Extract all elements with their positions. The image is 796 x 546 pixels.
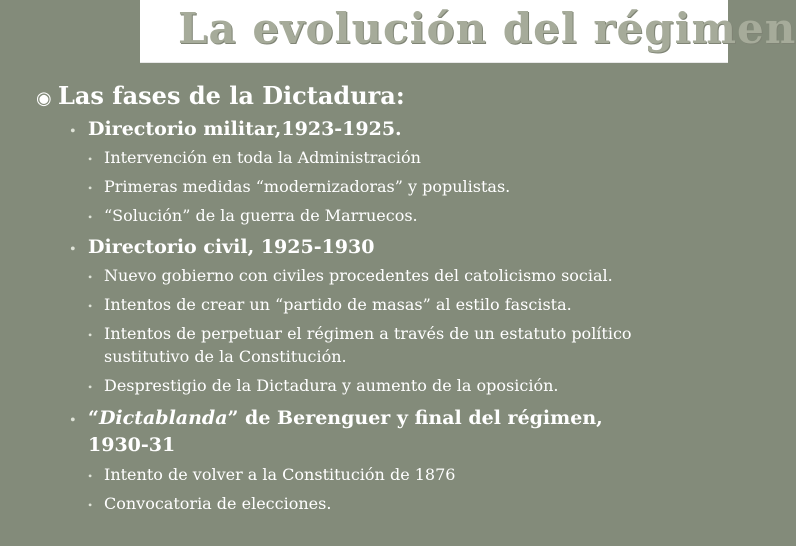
list-item: Intentos de perpetuar el régimen a través de un estatuto político [104, 324, 632, 343]
bullet-icon: • [88, 299, 93, 313]
bullet-icon: • [88, 328, 93, 342]
phase-3-label-line2: 1930-31 [88, 434, 176, 456]
list-item: Nuevo gobierno con civiles procedentes del catolicismo social. [104, 266, 613, 285]
list-item: Convocatoria de elecciones. [104, 494, 332, 513]
list-item: Intento de volver a la Constitución de 1876 [104, 465, 456, 484]
bullet-icon: • [88, 181, 93, 195]
list-item: “Solución” de la guerra de Marruecos. [104, 206, 418, 225]
phase-1-label: Directorio militar,1923-1925. [88, 118, 402, 140]
bullet-icon: • [88, 152, 93, 166]
dictablanda-emphasis: Dictablanda [98, 407, 228, 429]
bullet-icon: • [70, 241, 76, 258]
phase-2-label: Directorio civil, 1925-1930 [88, 236, 375, 258]
section-heading: Las fases de la Dictadura: [58, 81, 405, 110]
list-item: Desprestigio de la Dictadura y aumento de la oposición. [104, 376, 559, 395]
bullet-icon: • [88, 498, 93, 512]
bullet-icon: • [88, 469, 93, 483]
bullet-icon: • [88, 210, 93, 224]
bullet-icon: • [70, 412, 76, 429]
list-item-continuation: sustitutivo de la Constitución. [104, 347, 347, 366]
bullet-icon: • [88, 270, 93, 284]
list-item: Intentos de crear un “partido de masas” al estilo fascista. [104, 295, 572, 314]
phase-3-label: “Dictablanda” de Berenguer y final del régimen, [88, 407, 603, 429]
slide-title: La evolución del régimen [178, 4, 796, 53]
list-item: Intervención en toda la Administración [104, 148, 421, 167]
bullet-icon: ◉ [36, 88, 52, 108]
bullet-icon: • [70, 123, 76, 140]
list-item: Primeras medidas “modernizadoras” y populistas. [104, 177, 511, 196]
bullet-icon: • [88, 380, 93, 394]
